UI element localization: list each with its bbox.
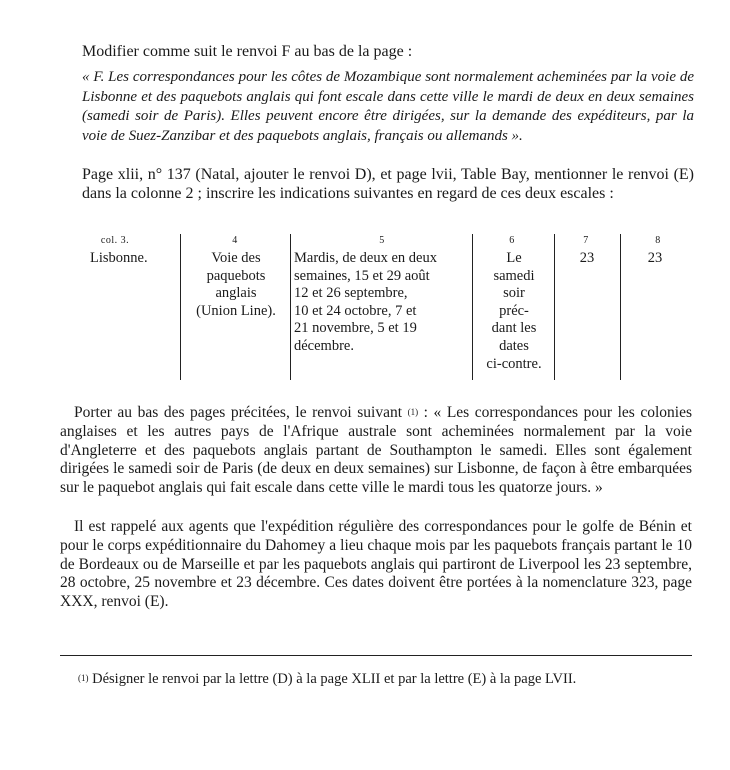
- cell-lisbonne: Lisbonne.: [90, 250, 148, 266]
- col-header-7: 7: [583, 235, 589, 246]
- schedule-table: [60, 232, 700, 382]
- renvoi-text-before: Porter au bas des pages précitées, le renvoi suivant: [74, 404, 403, 421]
- footnote: [60, 670, 692, 688]
- table-divider: [180, 234, 181, 380]
- cell-voie: Voie des paquebots anglais (Union Line).: [196, 250, 276, 319]
- table-divider: [554, 234, 555, 380]
- col-header-3: col. 3.: [100, 235, 130, 246]
- cell-samedi: Le samedi soir préc- dant les dates ci-contre.: [486, 250, 542, 372]
- table-divider: [620, 234, 621, 380]
- paragraph-page-xlii: Page xlii, n° 137 (Natal, ajouter le renvoi D), et page lvii, Table Bay, mentionner le renvoi (E) dans la colonne 2 ; inscrire les indications suivantes en regard de ces deux escales :: [82, 166, 694, 202]
- footnote-text: Désigner le renvoi par la lettre (D) à la page XLII et par la lettre (E) à la page LVII.: [88, 671, 577, 687]
- quoted-note-f: « F. Les correspondances pour les côtes de Mozambique sont normalement acheminées par la voie de Lisbonne et des paquebots anglais qui font escale dans cette ville le mardi de deux en deux semaines (samedi soir de Paris). Elles peuvent encore être dirigées, sur la demande des expéditeurs, par la voie de Suez-Zanzibar et des paquebots anglais, français ou allemands ».: [82, 69, 694, 144]
- col-header-8: 8: [655, 235, 661, 246]
- col-header-4: 4: [232, 235, 238, 246]
- cell-col7: 23: [579, 250, 595, 266]
- col-header-5: 5: [379, 235, 385, 246]
- table-divider: [472, 234, 473, 380]
- cell-dates: Mardis, de deux en deux semaines, 15 et 29 août 12 et 26 septembre, 10 et 24 octobre, 7 et 21 novembre, 5 et 19 décembre.: [294, 250, 437, 354]
- paragraph-renvoi: [60, 404, 692, 498]
- footnote-separator: [60, 655, 692, 656]
- paragraph-dahomey: [60, 518, 692, 612]
- intro-line: Modifier comme suit le renvoi F au bas de la page :: [82, 43, 413, 60]
- footnote-ref: (1): [407, 407, 419, 417]
- col-header-6: 6: [509, 235, 515, 246]
- renvoi-text-after: : « Les correspondances pour les colonies anglaises et les autres pays de l'Afrique australe sont acheminées normalement par la voie d'Angleterre et des paquebots anglais partant de Southampton le samedi. Elles sont également dirigées le samedi soir de Paris (de deux en deux semaines) sur Lisbonne, de façon à être embarquées sur le paquebot anglais qui fait escale dans cette ville le mardi tous les quatorze jours. »: [60, 404, 692, 497]
- footnote-marker: (1): [78, 673, 89, 683]
- dahomey-text: Il est rappelé aux agents que l'expédition régulière des correspondances pour le golfe de Bénin et pour le corps expéditionnaire du Dahomey a lieu chaque mois par les paquebots français partant le 10 de Bordeaux ou de Marseille et par les paquebots anglais qui partiront de Liverpool les 23 septembre, 28 octobre, 25 novembre et 23 décembre. Ces dates doivent être portées à la nomenclature 323, page XXX, renvoi (E).: [60, 518, 692, 611]
- table-divider: [290, 234, 291, 380]
- cell-col8: 23: [647, 250, 663, 266]
